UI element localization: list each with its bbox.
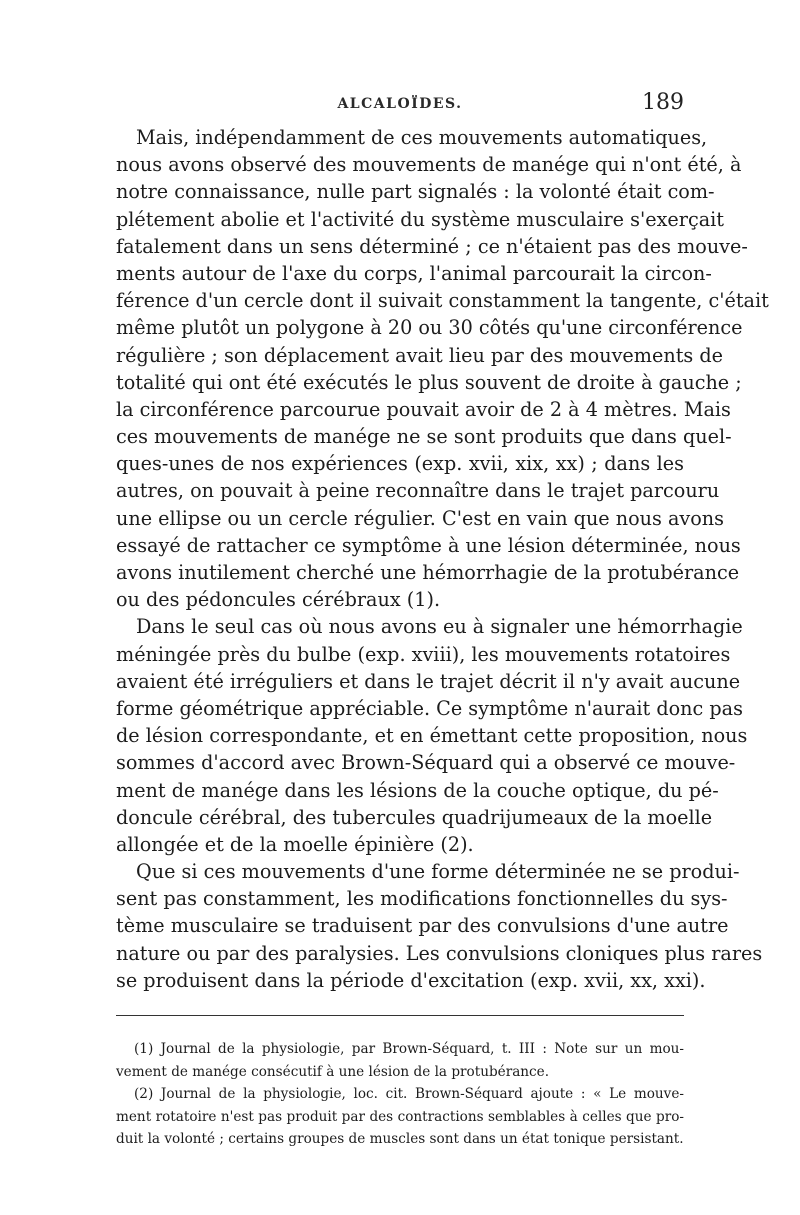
text-line: fatalement dans un sens déterminé ; ce n'étaient pas des mouve- <box>116 234 748 258</box>
text-line: de lésion correspondante, et en émettant cette proposition, nous <box>116 724 748 748</box>
text-line: Que si ces mouvements d'une forme déterminée ne se produi- <box>136 860 740 884</box>
text-line: avaient été irréguliers et dans le trajet décrit il n'y avait aucune <box>116 669 741 693</box>
text-line: forme géométrique appréciable. Ce symptôme n'aurait donc pas <box>116 696 743 720</box>
text-line: nous avons observé des mouvements de manége qui n'ont été, à <box>116 153 742 177</box>
text-line: allongée et de la moelle épinière (2). <box>116 832 474 856</box>
footnote-line: duit la volonté ; certains groupes de muscles sont dans un état tonique persistant. <box>116 1131 684 1148</box>
text-line: même plutôt un polygone à 20 ou 30 côtés qu'une circonférence <box>116 316 743 340</box>
footnote-divider <box>116 1015 684 1016</box>
text-line: se produisent dans la période d'excitation (exp. xvii, xx, xxi). <box>116 968 706 992</box>
text-line: tème musculaire se traduisent par des convulsions d'une autre <box>116 914 729 938</box>
text-line: une ellipse ou un cercle régulier. C'est en vain que nous avons <box>116 506 725 530</box>
text-line: doncule cérébral, des tubercules quadrijumeaux de la moelle <box>116 805 713 829</box>
text-line: ces mouvements de manége ne se sont produits que dans quel- <box>116 425 732 449</box>
footnote-line: vement de manége consécutif à une lésion de la protubérance. <box>116 1063 550 1080</box>
text-line: plétement abolie et l'activité du système musculaire s'exerçait <box>116 207 724 231</box>
text-line: sommes d'accord avec Brown-Séquard qui a observé ce mouve- <box>116 751 736 775</box>
text-line: Dans le seul cas où nous avons eu à signaler une hémorrhagie <box>136 615 743 639</box>
text-line: ou des pédoncules cérébraux (1). <box>116 588 441 612</box>
text-line: férence d'un cercle dont il suivait constamment la tangente, c'était <box>116 289 769 313</box>
footnote-line: ment rotatoire n'est pas produit par des contractions semblables à celles que pro- <box>116 1108 684 1125</box>
text-line: la circonférence parcourue pouvait avoir de 2 à 4 mètres. Mais <box>116 397 731 421</box>
running-head <box>116 90 684 120</box>
text-line: ments autour de l'axe du corps, l'animal parcourait la circon- <box>116 261 712 285</box>
text-line: régulière ; son déplacement avait lieu par des mouvements de <box>116 343 723 367</box>
text-line: notre connaissance, nulle part signalés : la volonté était com- <box>116 180 715 204</box>
text-line: avons inutilement cherché une hémorrhagie de la protubérance <box>116 561 740 584</box>
text-line: essayé de rattacher ce symptôme à une lésion déterminée, nous <box>116 533 741 557</box>
text-line: ques-unes de nos expériences (exp. xvii, xix, xx) ; dans les <box>116 452 684 476</box>
text-line: sent pas constamment, les modifications fonctionnelles du sys- <box>116 887 728 911</box>
text-line: nature ou par des paralysies. Les convulsions cloniques plus rares <box>116 941 763 965</box>
body-text <box>116 124 769 994</box>
running-title: ALCALOÏDES. <box>337 96 463 112</box>
footnotes <box>116 1038 684 1151</box>
text-line: méningée près du bulbe (exp. xviii), les mouvements rotatoires <box>116 642 731 666</box>
text-line: Mais, indépendamment de ces mouvements automatiques, <box>136 126 708 149</box>
page-number: 189 <box>642 90 684 115</box>
text-line: ment de manége dans les lésions de la couche optique, du pé- <box>116 778 719 802</box>
text-line: autres, on pouvait à peine reconnaître dans le trajet parcouru <box>116 479 720 503</box>
footnote-line: (2) Journal de la physiologie, loc. cit. Brown-Séquard ajoute : « Le mouve- <box>134 1086 684 1103</box>
footnote-line: (1) Journal de la physiologie, par Brown-Séquard, t. III : Note sur un mou- <box>134 1041 684 1057</box>
text-line: totalité qui ont été exécutés le plus souvent de droite à gauche ; <box>116 370 742 394</box>
